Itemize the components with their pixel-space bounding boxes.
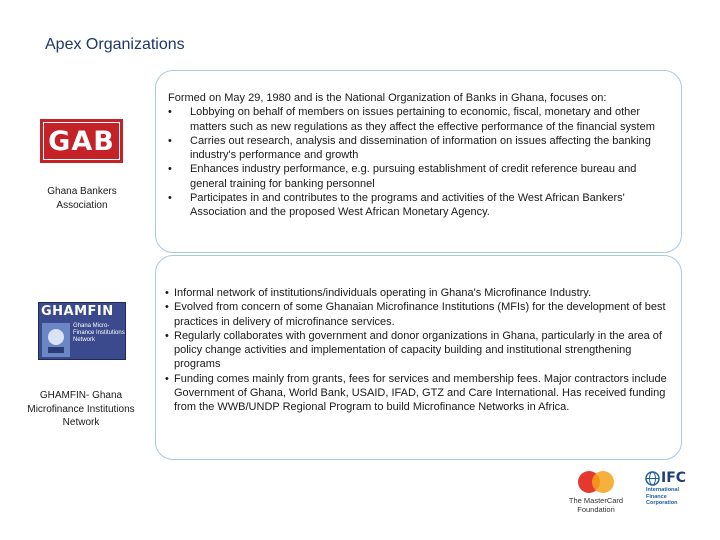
ghamfin-bullet: • Funding comes mainly from grants, fees for services and membership fees. Major contractors include Government of Ghana, World Bank, USAID, IFAD, GTZ and Care International. Has received funding from the WWB/UNDP Regional Program to build Microfinance Networks in Africa. xyxy=(164,372,671,415)
gab-logo-text: GAB xyxy=(43,122,120,160)
gab-bullet: • Lobbying on behalf of members on issues pertaining to economic, fiscal, monetary and other matters such as new regulations as they affect the effective performance of the financial system xyxy=(166,105,671,134)
ifc-logo-subtext: International Finance Corporation xyxy=(646,487,680,506)
gab-bullet: • Participates in and contributes to the programs and activities of the West African Bankers' Association and the proposed West African Monetary Agency. xyxy=(166,191,671,220)
ghamfin-logo-text: GHAMFIN xyxy=(41,304,114,319)
ghamfin-bullet: • Regularly collaborates with government and donor organizations in Ghana, particularly in the area of policy change activities and implementation of capacity building and institutional strengthening programs xyxy=(164,329,671,372)
gab-intro: Formed on May 29, 1980 and is the National Organization of Banks in Ghana, focuses on: xyxy=(168,92,607,104)
ghamfin-bullet: • Informal network of institutions/individuals operating in Ghana's Microfinance Industry. xyxy=(164,286,671,300)
gab-logo xyxy=(40,119,123,163)
ghamfin-description-box xyxy=(155,255,682,460)
mastercard-foundation-caption: The MasterCard Foundation xyxy=(568,496,624,514)
gab-bullet: • Carries out research, analysis and dissemination of information on issues affecting the banking industry's performance and growth xyxy=(166,134,671,163)
gab-bullet-list xyxy=(166,105,671,219)
gab-org-name: Ghana Bankers Association xyxy=(47,186,117,211)
ghamfin-org-name: GHAMFIN- Ghana Microfinance Institutions Network xyxy=(27,390,135,428)
mastercard-foundation-logo xyxy=(560,470,632,514)
slide-title: Apex Organizations xyxy=(45,36,185,53)
gab-bullet: • Enhances industry performance, e.g. pursuing establishment of credit reference bureau and general training for banking personnel xyxy=(166,162,671,191)
ghamfin-bullet-list xyxy=(164,286,671,415)
ghamfin-logo xyxy=(38,302,126,360)
ifc-logo xyxy=(645,470,697,518)
mastercard-circles-icon xyxy=(560,470,632,496)
ghamfin-logo-subtext: Ghana Micro-Finance Institutions Network xyxy=(73,323,125,343)
ghamfin-bullet: • Evolved from concern of some Ghanaian Microfinance Institutions (MFIs) for the development of best practices in delivery of microfinance services. xyxy=(164,300,671,329)
ghamfin-emblem-icon xyxy=(42,323,70,357)
gab-description-box xyxy=(155,70,682,253)
ifc-logo-text: IFC xyxy=(661,470,687,486)
globe-icon xyxy=(645,471,660,486)
